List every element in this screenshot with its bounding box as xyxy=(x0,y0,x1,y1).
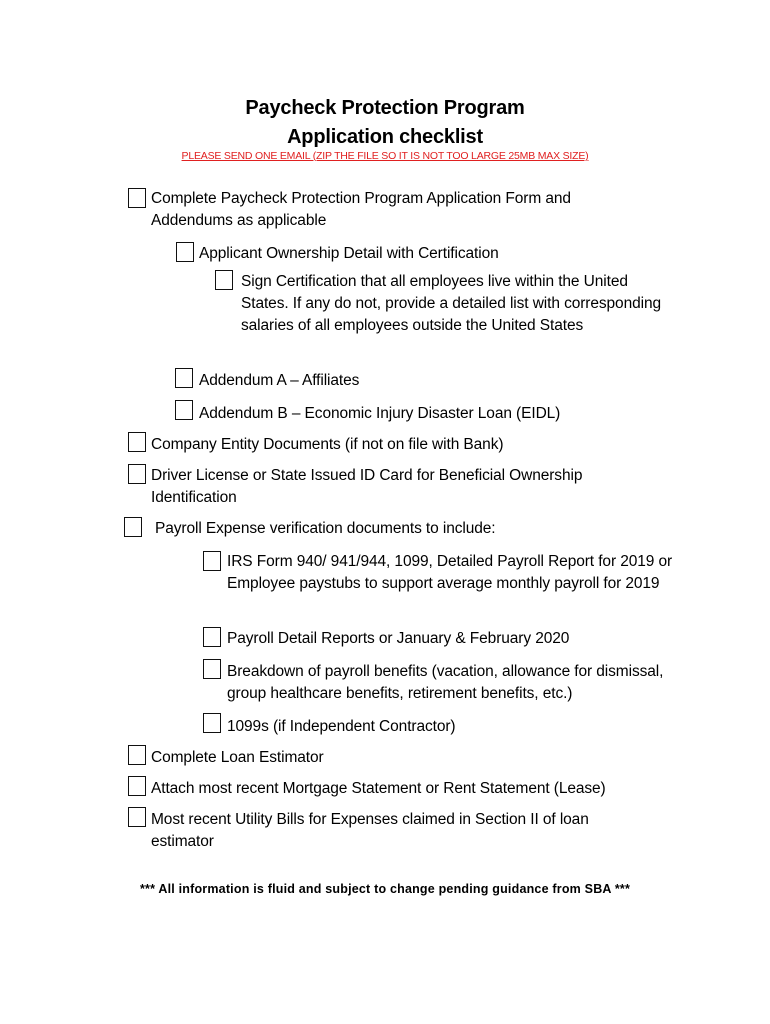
checkbox-sign-certification[interactable] xyxy=(215,270,233,290)
checklist-item-label: Payroll Expense verification documents to include: xyxy=(155,520,496,537)
page-subtitle: Application checklist xyxy=(287,126,483,148)
email-instruction: PLEASE SEND ONE EMAIL (ZIP THE FILE SO IT IS NOT TOO LARGE 25MB MAX SIZE) xyxy=(181,150,589,162)
checklist-item-label: IRS Form 940/ 941/944, 1099, Detailed Payroll Report for 2019 or Employee paystubs to support average monthly payroll for 2019 xyxy=(227,553,673,593)
checkbox-entity-documents[interactable] xyxy=(128,432,146,452)
disclaimer-footer: *** All information is fluid and subject to change pending guidance from SBA *** xyxy=(139,882,631,896)
checklist-item-label: Company Entity Documents (if not on file with Bank) xyxy=(151,436,504,453)
checkbox-driver-license[interactable] xyxy=(128,464,146,484)
checklist-item-label: Driver License or State Issued ID Card for Beneficial Ownership Identification xyxy=(151,467,583,507)
checkbox-application-form[interactable] xyxy=(128,188,146,208)
checkbox-loan-estimator[interactable] xyxy=(128,745,146,765)
checkbox-mortgage-statement[interactable] xyxy=(128,776,146,796)
checkbox-ownership-detail[interactable] xyxy=(176,242,194,262)
checklist-item-label: Most recent Utility Bills for Expenses claimed in Section II of loan estimator xyxy=(151,811,589,851)
checklist-item-label: Complete Paycheck Protection Program Application Form and Addendums as applicable xyxy=(151,190,571,230)
checkbox-utility-bills[interactable] xyxy=(128,807,146,827)
checkbox-addendum-a[interactable] xyxy=(175,368,193,388)
checklist-item-label: Breakdown of payroll benefits (vacation, allowance for dismissal, group healthcare benefits, retirement benefits, etc.) xyxy=(227,663,664,703)
checkbox-payroll-detail[interactable] xyxy=(203,627,221,647)
checklist-item-label: Complete Loan Estimator xyxy=(151,749,324,766)
checkbox-irs-form[interactable] xyxy=(203,551,221,571)
checkbox-addendum-b[interactable] xyxy=(175,400,193,420)
checklist-item-label: Addendum B – Economic Injury Disaster Loan (EIDL) xyxy=(199,405,561,422)
checklist-item-label: Payroll Detail Reports or January & February 2020 xyxy=(227,630,570,647)
checklist-item-label: Attach most recent Mortgage Statement or Rent Statement (Lease) xyxy=(151,780,606,797)
checkbox-payroll-verification[interactable] xyxy=(124,517,142,537)
checkbox-1099s[interactable] xyxy=(203,713,221,733)
checklist-item-label: Addendum A – Affiliates xyxy=(199,372,360,389)
checklist-item-label: 1099s (if Independent Contractor) xyxy=(227,718,456,735)
checklist-item-label: Sign Certification that all employees live within the United States. If any do not, provide a detailed list with corresponding salaries of all employees outside the United States xyxy=(241,273,662,335)
checklist-item-label: Applicant Ownership Detail with Certification xyxy=(199,245,499,262)
page-title: Paycheck Protection Program xyxy=(245,97,525,119)
checkbox-payroll-benefits[interactable] xyxy=(203,659,221,679)
